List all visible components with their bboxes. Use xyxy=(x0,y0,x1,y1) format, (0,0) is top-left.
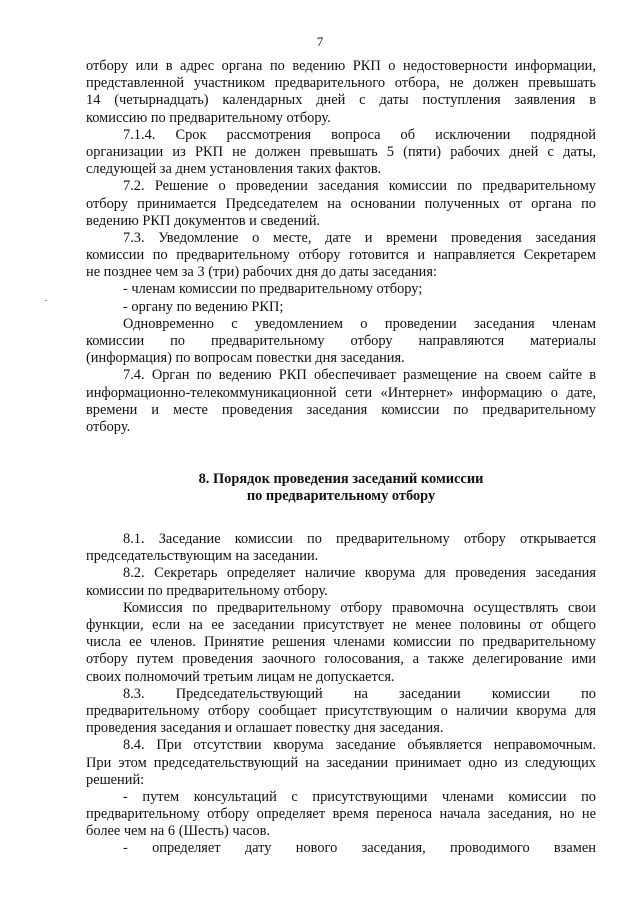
text-line: не позднее чем за 3 (три) рабочих дня до даты заседания: xyxy=(86,264,438,281)
spacer xyxy=(86,522,596,531)
text-line: времени и месте проведения заседания комиссии по предварительному xyxy=(86,401,596,418)
text-line: председательствующим на заседании. xyxy=(86,548,319,565)
blank-line xyxy=(86,436,596,453)
text-line: Одновременно с уведомлением о проведении заседания членам xyxy=(123,315,596,332)
section-heading-line: 8. Порядок проведения заседаний комиссии xyxy=(198,470,484,487)
text-line: комиссии по предварительному отбору. xyxy=(86,582,328,599)
text-line: своих полномочий третьим лицам не допускается. xyxy=(86,668,395,685)
text-line: предварительному отбору сообщает присутствующим о наличии кворума для xyxy=(86,702,596,719)
text-line: - путем консультаций с присутствующими членами комиссии по xyxy=(123,788,596,805)
text-line: 7.4. Орган по ведению РКП обеспечивает размещение на своем сайте в xyxy=(123,367,596,384)
text-line: предварительному отбору определяет время переноса начала заседания, но не xyxy=(86,806,596,823)
text-line: комиссии по предварительному отбору готовится и направляется Секретарем xyxy=(86,247,596,264)
text-line: - органу по ведению РКП; xyxy=(123,298,284,315)
page-number: 7 xyxy=(316,34,324,49)
text-line: - определяет дату нового заседания, проводимого взамен xyxy=(123,840,596,857)
text-line: отбору. xyxy=(86,418,131,435)
blank-line xyxy=(86,453,596,470)
text-line: информационно-телекоммуникационной сети «Интернет» информацию о дате, xyxy=(86,384,596,401)
text-line: отбору путем проведения заочного голосования, а также делегирование ими xyxy=(86,651,596,668)
document-body xyxy=(86,58,596,858)
text-line: комиссии по предварительному отбору направляются материалы xyxy=(86,333,596,349)
text-line: Комиссия по предварительному отбору правомочна осуществлять свои xyxy=(123,599,596,616)
text-line: 14 (четырнадцать) календарных дней с даты поступления заявления в xyxy=(86,92,596,109)
text-line: следующей за днем установления таких фактов. xyxy=(86,161,382,178)
text-line: 8.3. Председательствующий на заседании комиссии по xyxy=(123,685,596,702)
text-line: проведения заседания и оглашает повестку дня заседания. xyxy=(86,720,444,737)
text-line: числа ее членов. Принятие решения членами комиссии по предварительному xyxy=(86,634,596,651)
text-line: 8.4. При отсутствии кворума заседание объявляется неправомочным. xyxy=(123,737,596,754)
text-line: решений: xyxy=(86,771,145,788)
text-line: отбору или в адрес органа по ведению РКП о недостоверности информации, xyxy=(86,58,596,74)
text-line: ведению РКП документов и сведений. xyxy=(86,212,321,229)
text-line: 8.2. Секретарь определяет наличие кворума для проведения заседания xyxy=(123,565,596,582)
scan-speck xyxy=(45,300,47,301)
text-line: комиссию по предварительному отбору. xyxy=(86,109,331,126)
text-line: 7.2. Решение о проведении заседания комиссии по предварительному xyxy=(123,178,596,195)
blank-line xyxy=(86,505,596,522)
text-line: При этом председательствующий на заседании принимает одно из следующих xyxy=(86,754,596,771)
text-line: отбору принимается Председателем на основании полученных от органа по xyxy=(86,195,596,212)
text-line: представленной участником предварительного отбора, не должен превышать xyxy=(86,75,596,92)
text-line: 7.3. Уведомление о месте, дате и времени проведения заседания xyxy=(123,229,596,246)
text-line: организации из РКП не должен превышать 5 (пяти) рабочих дней с даты, xyxy=(86,143,596,160)
text-line: 7.1.4. Срок рассмотрения вопроса об исключении подрядной xyxy=(123,126,596,143)
text-line: - членам комиссии по предварительному отбору; xyxy=(123,281,423,298)
text-line: (информация) по вопросам повестки дня заседания. xyxy=(86,350,405,367)
text-line: 8.1. Заседание комиссии по предварительному отбору открывается xyxy=(123,531,596,548)
text-line: функции, если на ее заседании присутствует не менее половины от общего xyxy=(86,617,596,633)
section-heading-line: по предварительному отбору xyxy=(246,487,436,504)
text-line: более чем на 6 (Шесть) часов. xyxy=(86,823,270,840)
